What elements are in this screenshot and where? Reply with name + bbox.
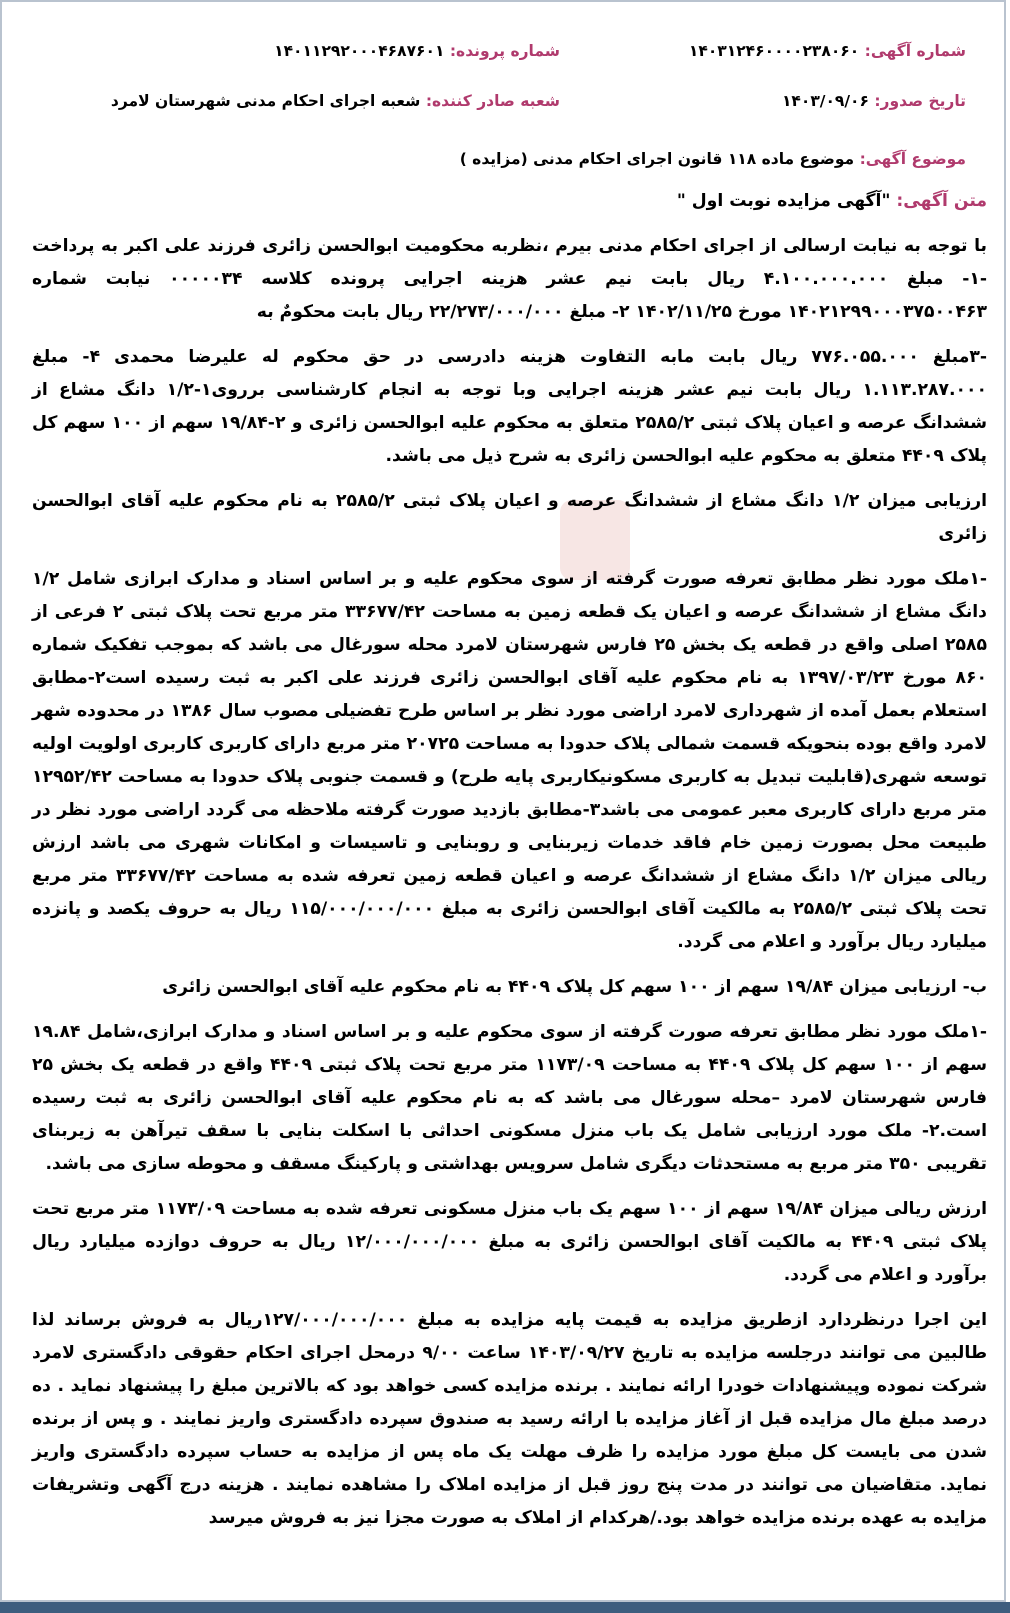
notice-number-label: شماره آگهی: [864, 42, 966, 60]
issue-date-value: ۱۴۰۳/۰۹/۰۶ [781, 92, 869, 110]
issuing-branch-value: شعبه اجرای احکام مدنی شهرستان لامرد [110, 92, 421, 110]
issue-date-label: تاریخ صدور: [874, 92, 966, 110]
issuing-branch-label: شعبه صادر کننده: [425, 92, 560, 110]
section-heading-plot-2585: ارزیابی میزان ۱/۲ دانگ مشاع از ششدانگ عرصه و اعیان پلاک ثبتی ۲۵۸۵/۲ به نام محکوم علیه آقای ابوالحسن زائری [32, 491, 988, 544]
issue-date-row [782, 92, 966, 110]
paragraph-plot-2585-details: -۱ملک مورد نظر مطابق تعرفه صورت گرفته از سوی محکوم علیه و بر اساس اسناد و مدارک ابرازی شامل ۱/۲ دانگ مشاع از ششدانگ عرصه و اعیان یک قطعه زمین به مساحت ۳۳۶۷۷/۴۲ متر مربع تحت پلاک ثبتی ۲ فرعی از ۲۵۸۵ اصلی واقع در قطعه یک بخش ۲۵ فارس شهرستان لامرد محله سورغال می باشد که بموجب تفکیک شماره ۸۶۰ مورخ ۱۳۹۷/۰۳/۲۳ به نام محکوم علیه آقای ابوالحسن زائری فرزند علی اکبر به ثبت رسیده است۲-مطابق استعلام بعمل آمده از شهرداری لامرد اراضی مورد نظر بر اساس طرح تفضیلی مصوب سال ۱۳۸۶ در محدوده شهر لامرد واقع بوده بنحویکه قسمت شمالی پلاک حدودا به مساحت ۲۰۷۲۵ متر مربع دارای کاربری کاربری اولویت اولیه توسعه شهری(قابلیت تبدیل به کاربری مسکونیکاربری پایه طرح) و قسمت جنوبی پلاک حدودا به مساحت ۱۲۹۵۲/۴۲ متر مربع دارای کاربری معبر عمومی می باشد۳-مطابق بازدید صورت گرفته ملاحظه می گردد اراضی مورد نظر در طبیعت محل بصورت زمین خام فاقد خدمات زیربنایی و روبنایی و تاسیسات و امکانات شهری می باشد ارزش ریالی میزان ۱/۲ دانگ مشاع از ششدانگ عرصه و اعیان قطعه زمین تعرفه شده به مساحت ۳۳۶۷۷/۴۲ متر مربع تحت پلاک ثبتی ۲۵۸۵/۲ به مالکیت آقای ابوالحسن زائری به مبلغ ۱۱۵/۰۰۰/۰۰۰/۰۰۰ ریال به حروف یکصد و پانزده میلیارد ریال برآورد و اعلام می گردد. [32, 569, 987, 952]
bottom-bar [0, 1602, 1010, 1613]
case-number-row [274, 42, 560, 60]
section-heading-plot-4409: ب- ارزیابی میزان ۱۹/۸۴ سهم از ۱۰۰ سهم کل پلاک ۴۴۰۹ به نام محکوم علیه آقای ابوالحسن زائری [162, 977, 987, 997]
paragraph-plot-4409-value: ارزش ریالی میزان ۱۹/۸۴ سهم از ۱۰۰ سهم یک باب منزل مسکونی تعرفه شده به مساحت ۱۱۷۳/۰۹ متر مربع تحت پلاک ثبتی ۴۴۰۹ به مالکیت آقای ابوالحسن زائری به مبلغ ۱۲/۰۰۰/۰۰۰/۰۰۰ ریال به حروف دوازده میلیارد ریال برآورد و اعلام می گردد. [32, 1199, 987, 1285]
case-number-label: شماره پرونده: [449, 42, 560, 60]
paragraph-additional-debts: -۳مبلغ ۷۷۶.۰۵۵.۰۰۰ ریال بابت مابه التفاوت هزینه دادرسی در حق محکوم له علیرضا محمدی ۴- مبلغ ۱.۱۱۳.۲۸۷.۰۰۰ ریال بابت نیم عشر هزینه اجرایی وبا توجه به انجام کارشناسی برروی۱-۱/۲ دانگ مشاع از ششدانگ عرصه و اعیان پلاک ثبتی ۲۵۸۵/۲ متعلق به محکوم علیه ابوالحسن زائری و ۲-۱۹/۸۴ سهم از ۱۰۰ سهم کل پلاک ۴۴۰۹ متعلق به محکوم علیه ابوالحسن زائری به شرح ذیل می باشد. [32, 347, 987, 466]
notice-text-label: متن آگهی: [896, 191, 987, 211]
case-number-value: ۱۴۰۱۱۲۹۲۰۰۰۴۶۸۷۶۰۱ [274, 42, 445, 60]
issuing-branch-row [111, 92, 560, 110]
subject-row [460, 150, 966, 168]
subject-value: موضوع ماده ۱۱۸ قانون اجرای احکام مدنی (مزایده ) [459, 150, 855, 168]
subject-label: موضوع آگهی: [859, 150, 966, 168]
notice-number-value: ۱۴۰۳۱۲۴۶۰۰۰۰۲۳۸۰۶۰ [688, 42, 860, 60]
notice-title-line [32, 185, 987, 218]
paragraph-auction-terms: این اجرا درنظردارد ازطریق مزایده به قیمت پایه مزایده به مبلغ ۱۲۷/۰۰۰/۰۰۰/۰۰۰ریال به فروش برساند لذا طالبین می توانند درجلسه مزایده به تاریخ ۱۴۰۳/۰۹/۲۷ ساعت ۹/۰۰ درمحل اجرای احکام حقوقی دادگستری لامرد شرکت نموده وپیشنهادات خودرا ارائه نمایند . برنده مزایده کسی خواهد بود که بالاترین مبلغ را پیشنهاد نماید . ده درصد مبلغ مال مزایده قبل از آغاز مزایده با ارائه رسید به صندوق سپرده دادگستری واریز نمایند . و پس از برنده شدن می بایست کل مبلغ مورد مزایده را ظرف مهلت یک ماه پس از مزایده به حساب سپرده دادگستری واریز نماید. متقاضیان می توانند در مدت پنج روز قبل از مزایده املاک را مشاهده نمایند . هزینه درج آگهی وتشریفات مزایده به عهده برنده مزایده خواهد بود./هرکدام از املاک به صورت مجزا نیز به فروش میرسد [32, 1310, 988, 1528]
paragraph-judgment-debts: با توجه به نیابت ارسالی از اجرای احکام مدنی بیرم ،نظربه محکومیت ابوالحسن زائری فرزند علی اکبر به پرداخت -۱- مبلغ ۴.۱۰۰.۰۰۰.۰۰۰ ریال بابت نیم عشر هزینه اجرایی پرونده کلاسه ۰۰۰۰۰۳۴ نیابت شماره ۱۴۰۲۱۲۹۹۰۰۰۳۷۵۰۰۴۶۳ مورخ ۱۴۰۲/۱۱/۲۵ ۲- مبلغ ۲۲/۲۷۳/۰۰۰/۰۰۰ ریال بابت محکومٌ به [32, 236, 987, 322]
notice-body [32, 185, 987, 1547]
notice-number-row [689, 42, 966, 60]
paragraph-plot-4409-details: -۱ملک مورد نظر مطابق تعرفه صورت گرفته از سوی محکوم علیه و بر اساس اسناد و مدارک ابرازی،شامل ۱۹.۸۴ سهم از ۱۰۰ سهم کل پلاک ۴۴۰۹ به مساحت ۱۱۷۳/۰۹ متر مربع تحت پلاک ثبتی ۴۴۰۹ واقع در قطعه یک بخش ۲۵ فارس شهرستان لامرد –محله سورغال می باشد که به نام محکوم علیه آقای ابوالحسن زائری به ثبت رسیده است.۲- ملک مورد ارزیابی شامل یک باب منزل مسکونی احداثی با اسکلت بنایی با سقف تیرآهن به زیربنای تقریبی ۳۵۰ متر مربع به مستحدثات دیگری شامل سرویس بهداشتی و پارکینگ مسقف و محوطه سازی می باشد. [32, 1022, 988, 1174]
notice-title: "آگهی مزایده نوبت اول " [676, 191, 891, 211]
